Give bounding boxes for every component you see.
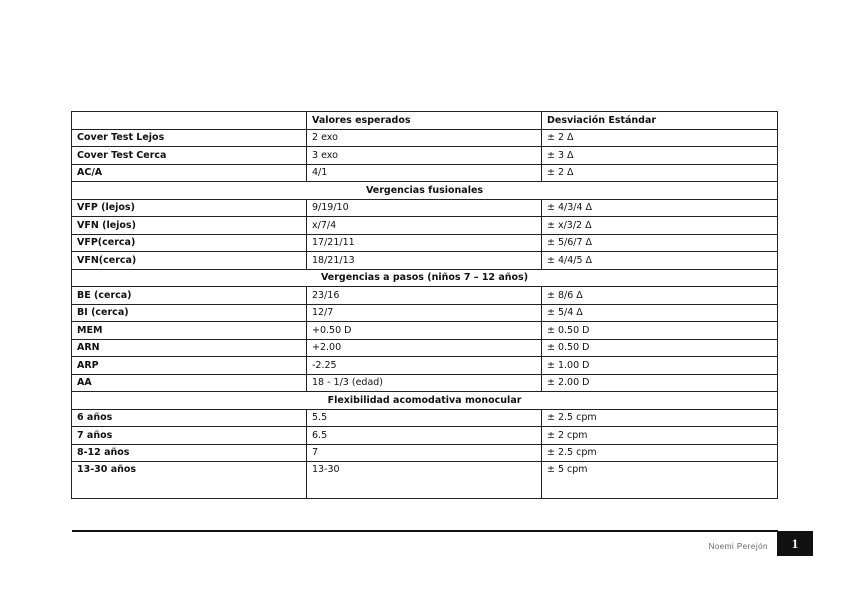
row-label: VFP (lejos) xyxy=(72,199,307,217)
row-label: AA xyxy=(72,374,307,392)
row-label: MEM xyxy=(72,322,307,340)
row-label: BI (cerca) xyxy=(72,304,307,322)
std-deviation: ± 1.00 D xyxy=(542,357,778,375)
expected-value: +2.00 xyxy=(307,339,542,357)
std-deviation: ± 0.50 D xyxy=(542,339,778,357)
row-label: VFP(cerca) xyxy=(72,234,307,252)
std-deviation: ± 2.5 cpm xyxy=(542,444,778,462)
std-deviation: ± 0.50 D xyxy=(542,322,778,340)
footer-rule xyxy=(72,530,778,532)
section-row xyxy=(72,269,778,287)
table-row xyxy=(72,129,778,147)
row-label: Cover Test Lejos xyxy=(72,129,307,147)
row-label: Cover Test Cerca xyxy=(72,147,307,165)
section-row xyxy=(72,182,778,200)
expected-value: 12/7 xyxy=(307,304,542,322)
row-label: VFN (lejos) xyxy=(72,217,307,235)
table-row xyxy=(72,147,778,165)
std-deviation: ± 4/3/4 Δ xyxy=(542,199,778,217)
std-deviation: ± 4/4/5 Δ xyxy=(542,252,778,270)
expected-value: 5.5 xyxy=(307,409,542,427)
expected-value: x/7/4 xyxy=(307,217,542,235)
section-title: Vergencias a pasos (niños 7 – 12 años) xyxy=(72,269,778,287)
table-row xyxy=(72,427,778,445)
std-deviation: ± 2.5 cpm xyxy=(542,409,778,427)
expected-value: 9/19/10 xyxy=(307,199,542,217)
expected-value: 7 xyxy=(307,444,542,462)
table-row xyxy=(72,199,778,217)
row-label: AC/A xyxy=(72,164,307,182)
expected-value: 18/21/13 xyxy=(307,252,542,270)
row-label: 13-30 años xyxy=(72,462,307,499)
table-row xyxy=(72,409,778,427)
table-row xyxy=(72,234,778,252)
norms-table-body xyxy=(72,112,778,499)
row-label: ARP xyxy=(72,357,307,375)
header-cell-sd: Desviación Estándar xyxy=(542,112,778,130)
page-number: 1 xyxy=(777,531,813,556)
table-row xyxy=(72,357,778,375)
table-row xyxy=(72,252,778,270)
std-deviation: ± 2 cpm xyxy=(542,427,778,445)
table-row xyxy=(72,462,778,499)
row-label: 7 años xyxy=(72,427,307,445)
std-deviation: ± 3 Δ xyxy=(542,147,778,165)
table-row xyxy=(72,217,778,235)
section-title: Flexibilidad acomodativa monocular xyxy=(72,392,778,410)
expected-value: +0.50 D xyxy=(307,322,542,340)
expected-value: 18 - 1/3 (edad) xyxy=(307,374,542,392)
std-deviation: ± x/3/2 Δ xyxy=(542,217,778,235)
std-deviation: ± 5 cpm xyxy=(542,462,778,499)
header-cell-empty xyxy=(72,112,307,130)
table-row xyxy=(72,287,778,305)
expected-value: 23/16 xyxy=(307,287,542,305)
row-label: BE (cerca) xyxy=(72,287,307,305)
table-row xyxy=(72,374,778,392)
header-cell-expected: Valores esperados xyxy=(307,112,542,130)
std-deviation: ± 5/4 Δ xyxy=(542,304,778,322)
row-label: VFN(cerca) xyxy=(72,252,307,270)
std-deviation: ± 5/6/7 Δ xyxy=(542,234,778,252)
row-label: 8-12 años xyxy=(72,444,307,462)
section-row xyxy=(72,392,778,410)
table-row xyxy=(72,304,778,322)
expected-value: 6.5 xyxy=(307,427,542,445)
table-header-row xyxy=(72,112,778,130)
row-label: 6 años xyxy=(72,409,307,427)
std-deviation: ± 8/6 Δ xyxy=(542,287,778,305)
norms-table xyxy=(71,111,778,499)
section-title: Vergencias fusionales xyxy=(72,182,778,200)
expected-value: 13-30 xyxy=(307,462,542,499)
expected-value: 4/1 xyxy=(307,164,542,182)
table-row xyxy=(72,339,778,357)
table-row xyxy=(72,444,778,462)
expected-value: 17/21/11 xyxy=(307,234,542,252)
std-deviation: ± 2.00 D xyxy=(542,374,778,392)
table-row xyxy=(72,164,778,182)
expected-value: 3 exo xyxy=(307,147,542,165)
std-deviation: ± 2 Δ xyxy=(542,164,778,182)
expected-value: 2 exo xyxy=(307,129,542,147)
expected-value: -2.25 xyxy=(307,357,542,375)
footer-author: Noemi Perejón xyxy=(708,542,768,551)
row-label: ARN xyxy=(72,339,307,357)
std-deviation: ± 2 Δ xyxy=(542,129,778,147)
table-row xyxy=(72,322,778,340)
